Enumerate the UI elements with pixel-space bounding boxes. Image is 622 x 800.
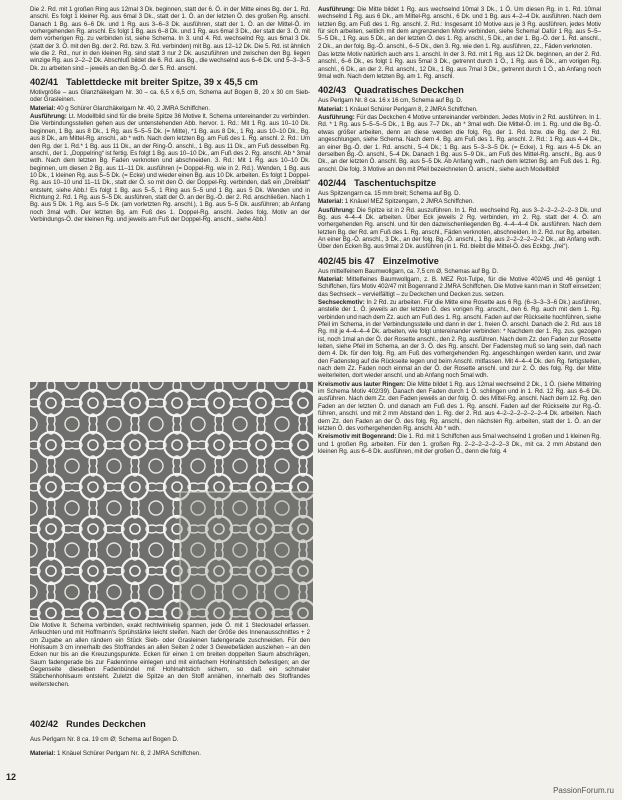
material-text: Material: 40 g Schürer Glanzhäkelgarn Nr. 40, 2 JMRA Schiffchen. — [30, 104, 211, 112]
section-heading-402-42: 402/42 Rundes Deckchen — [30, 719, 146, 729]
section-heading-402-41: 402/41 Tablettdecke mit breiter Spitze, 39 x 45,5 cm — [30, 77, 258, 88]
material-text: Material: 1 Knäuel Schürer Perlgarn 8, 2 JMRA Schiffchen. — [318, 105, 478, 113]
material-text: Material: Mittelfeines Baumwollgarn, z. B. MEZ Rot-Tulpe, für die Motive 402/45 und 46 genügt 1 Schiffchen, fürs Motiv 402/47 mit Bogenrand 2 JMRA Schiffchen. Die Motive kann man in Stoff einsetzen; das Sechseck – vervielfältigt – zu Deckchen und Decken zus. setzen. — [318, 275, 601, 298]
instructions-text: Ausführung: Für das Deckchen 4 Motive untereinander verbinden. Jedes Motiv in 2 Rd. ausführen. In 1. Rd. * 1 Rg. aus 5–5–5–5 Dk., 1 Bg. aus 7–7 Dk., ab * 3mal wdh. Die Mittel-Ö. im 1. Rg. und die Bg.-Ö. etwas größer arbeiten, denn an diese werden die folg. Rg. der 1. Rd. bzw. die Bg. der 2. Rd. angeschlungen, siehe Schema. Nach dem 4. Bg. am Fuß des 1. Rg. anschl. 2. Rd.: 1 Rg. aus 4–4 Dk., an einer Bg.-Ö. der 1. Rd. anschl., 5–4 Dk.; 1 Bg. aus 5–3–3–5 Dk. (= Ecke), 1 Rg. aus 4–5 Dk. an derselben Bg.-Ö. anschl., 5–4 Dk. Danach 1 Bg. aus 5–9 Dk., am Fuß des Mittel-Rg. anschl., Bg. aus 9 Dk., an der letzten Ö. anschl. Bg. aus 5–5 Dk. Ab Anfang wdh., nach dem letzten Bg. am Fuß des 1. Rg. anschl. Die folg. 3 Motive an den mit Pfeil bezeichneten Ö. anschl., siehe auch Modellbild! — [318, 114, 601, 173]
continued-instructions: Die 2. Rd. mit 1 großen Ring aus 12mal 3 Dk. beginnen, statt der 6. Ö. in der Mitte eines Bg. der 1. Rd. anschl. Es folgt 1 kleiner Rg. aus 6mal 3 Dk., statt der 1. Ö. an der letzten Ö. des großen Rg. anschl. Danach 1 Bg. aus 6–6 Dk. und 1 Rg. aus 3–6–3 Dk. ausführen, statt der 1. Ö. an der Mittel-Ö. im vorhergehenden Rg. anschl. Es folgt 1 Bg. aus 6–8 Dk. und 1 Rg. aus 6mal 3 Dk., der statt der 3. Ö. mit dem vorherigen Rg. zu verbinden ist, siehe Schema. In 3. und 4. Rd. wechselnd Rg. aus 6mal 3 Dk. (statt der 3. Ö. mit den Bg. der 2. Rd. bzw. 3. Rd. verbinden) mit Bg. aus 12–12 Dk. Die 5. Rd. ist ähnlich wie die 2. Rd., nur in den kleinen Rg. sind statt 3 nur 2 Dk. auszuführen und zwischen den Bg. liegen winzige Rg. aus 2–2–2 Dk. Abschluß bildet die 6. Rd. aus Bg., die wechselnd aus 6–6 Dk. und 5–3–3–5 Dk. zu arbeiten sind – jeweils an den Bg.-Ö. der 5. Rd. anschl. — [30, 6, 310, 72]
left-column — [30, 6, 310, 224]
tatting-lace-photo — [30, 382, 313, 620]
motif-size-text: Motivgröße – aus Glanzhäkelgarn Nr. 30 – ca. 6,5 x 6,5 cm, Schema auf Bogen B, 20 x 30 cm Sieb- oder Grasleinen. — [30, 89, 310, 104]
watermark: PassionForum.ru — [553, 786, 614, 795]
kreismotiv-bogenrand-instructions: Kreismotiv mit Bogenrand: Die 1. Rd. mit 1 Schiffchen aus 5mal wechselnd 1 großen und 1 kleinen Rg. und 1 großen Rg. arbeiten. Für den 1. großen Rg. 2–2–2–2–2–2–3 Dk., mit ca. 2 mm Abstand den kleinen Rg. aus 6–6 Dk. ausführen, mit der großen Ö., denn die folg. 4 — [318, 433, 601, 455]
instructions-text: Ausführung: Die Spitze ist in 2 Rd. auszuführen. In 1. Rd. wechselnd Rg. aus 3–2–2–2–2–2–3 Dk. und Bg. aus 4–4–4 Dk. arbeiten. Über Eck jeweils 2 Rg. verbinden, im 2. Rg. statt der 4. Ö. am vorhergehenden Rg. anschl. und für den dazwischenliegenden Bg. 4–4–4–4 Dk. ausführen. Nach dem letzten Bg. der Rd. am Fuß des 1. Rg. anschl., Fäden verknoten, abschneiden. In 2. Rd. nur Bg. arbeiten. An einer Bg.-Ö. anschl., 3 Dk., an der folg. Bg.-Ö. anschl., 1 Bg. aus 2–2–2–2–2–2 Dk., ab Anfang wdh. Über den Ecken Bg. aus 9mal 2 Dk. ausführen (in 1. Rd. bleibt die Mittel-Ö. des Eckbg. „frei“). — [318, 206, 601, 251]
instructions-text: Ausführung: Die Mitte bildet 1 Rg. aus wechselnd 10mal 3 Dk., 1 Ö. Um diesen Rg. in 1. Rd. 10mal wechselnd 1 Rg. aus 6 Dk., am Mittel-Rg. anschl., 6 Dk. und 1 Bg. aus 4–2–4 Dk. ausführen. Nach dem letzten Bg. am Fuß des 1. Rg. anschl. 2. Rd.: Insgesamt 10 Motive aus je 3 Rg. ausführen, jedes Motiv für sich arbeiten, seitlich mit dem angrenzenden Motiv verbinden, siehe Schema! Dafür 1 Rg. aus 5–5–5–5 Dk., 1 Rg. aus 5 Dk., an der letzten Ö. des 1. Rg. anschl., 5 Dk., an der 1. Bg.-Ö. der 1. Rd. anschl., 2 Dk., an der folg. Bg.-Ö. anschl., 6–5 Dk., den 3. Rg. wie den 1. Rg. ausführen, zz., Fäden verknoten. — [318, 6, 601, 50]
instructions-text: Ausführung: Lt. Modellbild sind für die breite Spitze 36 Motive lt. Schema untereinander zu verbinden. Die Verbindungsstellen gehen aus der untenstehenden Abb. hervor. 1. Rd.: Mit 1 Rg. aus 10–10 Dk. beginnen, 1 Bg. aus 8 Dk., 1 Rg. aus 5–5–5 Dk. (= Mitte), *1 Bg. aus 8 Dk., 1 Rg. aus 10–10 Dk., Bg. aus 8 Dk., am Mittel-Rg. anschl., ab * wdh. Nach dem letzten Bg. am Fuß des 1. Rg. anschl. 2. Rd.: Um den Rg. der 1. Rd.* 1 Bg. aus 11 Dk., an der Ring-Ö. anschl., 1 Bg. aus 11 Dk., am Fuß desselben Rg. anschl., der 1. „Doppelring“ ist fertig. Es folgt 1 Bg. aus 10–10 Dk., am Fuß des 2. Rg. anschl. Ab * 3mal wdh. Nach dem letzten Bg. Faden verknoten und abschneiden. 3. Rd.: Mit 1 Rg. aus 10–10 Dk. beginnen, um diesen 2 Bg. aus 11–11 Dk. ausführen (= Doppel-Rg. wie in 2. Rd.). Wenden, 1 Bg. aus 10 Dk., 1 kleinen Rg. aus 5–5 Dk. (= Ecke) und wieder einen Bg. aus 10 Dk. arbeiten. Es folgt 1 Doppel-Rg. aus 10–10 und 11–11 Dk., statt der Ö. so mit den Ö. der Doppel-Rg. verbinden, daß ein „Dreiblatt“ entsteht, siehe Abb.! Es folgt 1 Bg. aus 5–5, 1 Ring aus 5–5 und 1 Bg. aus 5 Dk. Wenden und in Richtung 2. Rd. 1 Rg. aus 5–5 Dk. ausführen, statt der Ö. an der Bg.-Ö. der 2. Rd. anschließen. Nach 1 Bg. aus 5 Dk. 1 Rg. aus 5–5 Dk. (am vorletzten Rg. anschl.), 1 Bg. aus 5–5 Dk. ausführen; ab Anfang noch 3mal wdh. Der letzten Bg. am Fuß des 1. Doppel-Rg. anschl. Jedes folg. Motiv an der Verbindungs-Ö. der kleinen Rg. und jeweils am Fuß der Doppel-Rg. anschl., siehe Abb.! — [30, 113, 310, 223]
sechseck-instructions: Sechseckmotiv: In 2 Rd. zu arbeiten. Für die Mitte eine Rosette aus 6 Rg. (6–3–3–3–6 Dk.) ausführen, anstelle der 1. Ö. jeweils an der letzten Ö. des vorigen Rg. anschl., den 6. Rg. auch mit dem 1. Rg. verbinden und nach dem Zz. auch am Fuß des 1. Rg. anschl. Faden auf der Rückseite hochführen, siehe Pfeil im Schema, in der Verbindungsstelle und dann in der 1. freien Ö. anschl. Danach die 2. Rd. aus 18 Rg. mit je 4–4–4–4 Dk. arbeiten, wie folgt untereinander verbinden: * Nachdem der 1. Rg. zus. gezogen ist, noch 1mal an der Ö. der Rosette anschl., den 2. Rg. ausführen. Nach dem Zz. den Faden zur Rosette leiten, siehe Pfeil im Schema, an der 3. Ö. des Rg. anschl. Der Fadensteg muß so lang sein, daß nach dem 4. Dk. für den folg. Rg. am Fuß des vorhergehenden Rg. angeschlungen werden kann, und zwar den Fadensteg auf die Rückseite legen und beim Anschl. mitfassen. Mit 4–4–4 Dk. den Rg. fertigstellen, nach dem Zz. Faden noch einmal an der Ö. der Rosette anschl. und zur 2. Ö. des folg. Rg. der Mitte weiterleiten, dort wieder anschl. und ab Anfang noch 5mal wdh. — [318, 299, 601, 380]
section-heading-402-43: 402/43 Quadratisches Deckchen — [318, 85, 464, 96]
section-heading-402-44: 402/44 Taschentuchspitze — [318, 177, 437, 188]
material-text: Material: 1 Knäuel MEZ Spitzengarn, 2 JMRA Schiffchen. — [318, 198, 474, 206]
section-402-42 — [30, 714, 310, 763]
right-column — [318, 6, 601, 456]
subtitle-text: Aus Perlgarn Nr. 8 ca. 16 x 16 cm, Schema auf Bg. D. — [318, 97, 463, 105]
subtitle-text: Aus Perlgarn Nr. 8 ca. 19 cm Ø; Schema auf Bogen D. — [30, 736, 179, 744]
photo-caption: Die Motive lt. Schema verbinden, exakt rechtwinkelig spannen, jede Ö. mit 1 Stecknadel erfassen. Anfeuchten und mit Hoffmann's Sprühstärke leicht steifen. Nach der Größe des Innenausschnittes + 2 cm Zugabe an allen rändern ein Stück Sieb- oder Grasleinen fadengerade zuschneiden. Für den Hohlsaum 3 cm innerhalb des Stoffrandes an allen Seiten 2 oder 3 Gewebefäden ausziehen – an den Ecken nur bis an die Kreuzungspunkte. Ecken für einen 1 cm breiten doppelten Saum abschrägen, Saum fadengerade bis zur Fadenrinne einlegen und mit einfachem Hohlnahtstich befestigen; an der Gegenseite dieselben Fadenbündel mit Hohlnahtstich sichern, so daß ein schmaler Stäbchenhohlsaum entsteht. Zuletzt die Spitze an den Stoff annähen, innerhalb des Stoffrandes weiterstechen. — [30, 622, 310, 688]
subtitle-text: Aus mittelfeinem Baumwollgarn, ca. 7,5 cm Ø, Schemas auf Bg. D. — [318, 267, 499, 275]
subtitle-text: Aus Spitzengarn ca. 15 mm breit; Schema auf Bg. D. — [318, 189, 461, 197]
instructions-continued: Das letzte Motiv natürlich auch ans 1. anschl. In der 3. Rd. mit 1 Rg. aus 12 Dk. beginnen, an der 2. Rd. anschl., 6–6 Dk., es folgt 1 Rg. aus 5mal 3 Dk., getrennt durch 1 Ö., 1 Rg. aus 6 Dk., am vorigen Rg. anschl., 6 Dk., an der 2. Rd. anschl., 12 Dk., 1 Bg. aus 7mal 3 Dk., getrennt durch 1 Ö., ab Anfang noch 9mal wdh. Nach dem letzten Bg. am 1. Rg. anschl. — [318, 51, 601, 81]
section-heading-402-45: 402/45 bis 47 Einzelmotive — [318, 255, 439, 266]
kreismotiv-rings-instructions: Kreismotiv aus lauter Ringen: Die Mitte bildet 1 Rg. aus 12mal wechselnd 2 Dk., 1 Ö. (siehe Mittelring im Schema Motiv 402/39). Danach den Faden durch 1 Ö. schlingen und in 1. Rd. 12 Rg. aus 6–6 Dk. ausführen. Nach dem Zz. den Faden jeweils an der folg. Ö. des Mittel-Rg. anschl. Nach dem 12. Rg. den Faden an der letzten Ö. und danach am Fuß des 1. Rg. anschl. Faden auf der Rückseite zur Rg.-Ö. führen, anschl. und mit 2 mm Abstand den 1. Rg. der 2. Rd. aus 4–2–2–2–2–2–2–4 Dk. arbeiten. Nach dem Zz. den Faden an der Ö. des folg. Rg. anschl., den nächsten Rg. arbeiten, statt der 1. Ö. an der letzten Ö. des vorhergehenden Rg. anschl. Ab * wdh. — [318, 380, 601, 432]
material-text: Material: 1 Knäuel Schürer Perlgarn Nr. 8, 2 JMRA Schiffchen. — [30, 749, 201, 757]
page-number: 12 — [6, 772, 17, 782]
